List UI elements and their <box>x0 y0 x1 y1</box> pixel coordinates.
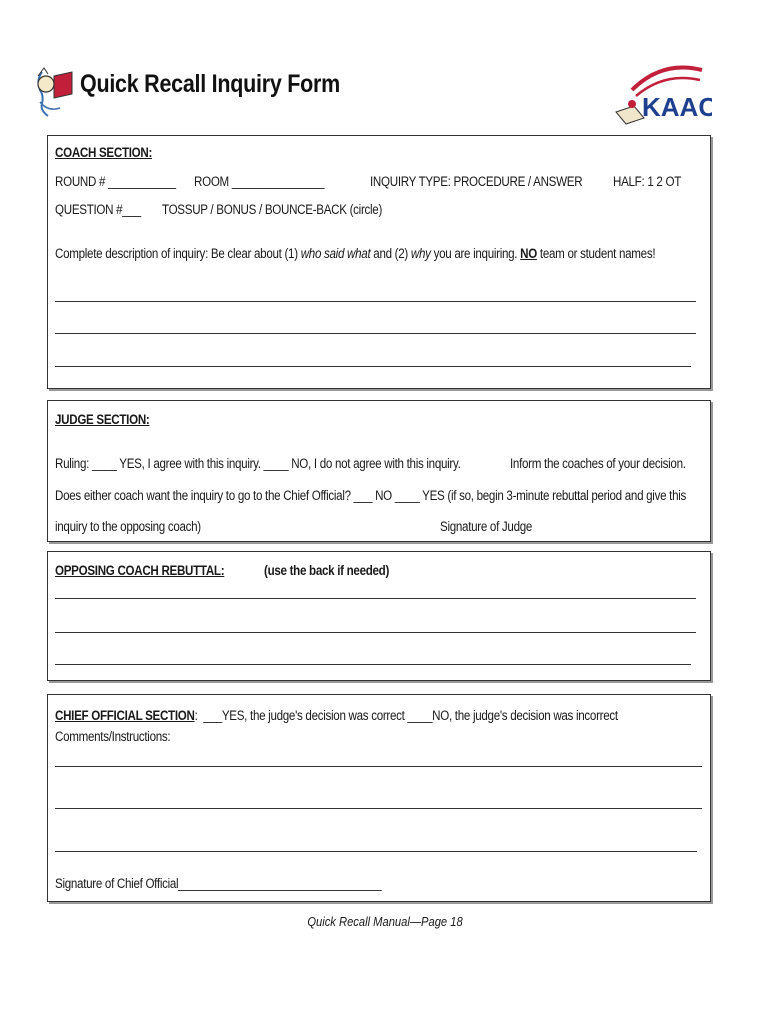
chief-official-ruling[interactable]: CHIEF OFFICIAL SECTION: ___YES, the judge's decision was correct ____NO, the judge's decision was incorrect <box>55 708 618 723</box>
half-field[interactable]: HALF: 1 2 OT <box>613 174 682 189</box>
opposing-coach-note: inquiry to the opposing coach) <box>55 519 201 534</box>
inquiry-description-instructions: Complete description of inquiry: Be clear about (1) who said what and (2) why you are inquiring. NO team or student names! <box>55 246 656 261</box>
judge-signature-label[interactable]: Signature of Judge <box>440 519 533 534</box>
comments-line-2[interactable] <box>55 808 702 809</box>
chief-official-signature[interactable]: Signature of Chief Official_________________________________ <box>55 876 382 891</box>
mascot-logo <box>32 62 82 124</box>
rebuttal-line-1[interactable] <box>55 598 696 599</box>
room-field[interactable]: ROOM _______________ <box>194 174 325 189</box>
judge-section-heading: JUDGE SECTION: <box>55 412 150 427</box>
description-line-2[interactable] <box>55 333 696 334</box>
rebuttal-heading: OPPOSING COACH REBUTTAL: <box>55 563 225 578</box>
description-line-3[interactable] <box>55 366 691 367</box>
chief-official-question[interactable]: Does either coach want the inquiry to go to the Chief Official? ___ NO ____ YES (if so, begin 3-minute rebuttal period and give this <box>55 488 687 503</box>
chief-official-section <box>47 694 711 902</box>
comments-line-3[interactable] <box>55 851 697 852</box>
tossup-field[interactable]: TOSSUP / BONUS / BOUNCE-BACK (circle) <box>162 202 383 217</box>
comments-label: Comments/Instructions: <box>55 729 171 744</box>
comments-line-1[interactable] <box>55 766 702 767</box>
round-field[interactable]: ROUND # ___________ <box>55 174 176 189</box>
inquiry-type-field[interactable]: INQUIRY TYPE: PROCEDURE / ANSWER <box>370 174 583 189</box>
kaac-logo <box>612 60 712 130</box>
question-field[interactable]: QUESTION #___ <box>55 202 141 217</box>
page-title: Quick Recall Inquiry Form <box>80 70 340 98</box>
ruling-field[interactable]: Ruling: ____ YES, I agree with this inquiry. ____ NO, I do not agree with this inquiry. <box>55 456 461 471</box>
page-footer: Quick Recall Manual—Page 18 <box>307 914 463 929</box>
inform-coaches-note: Inform the coaches of your decision. <box>510 456 686 471</box>
rebuttal-note: (use the back if needed) <box>264 563 390 578</box>
rebuttal-line-3[interactable] <box>55 664 691 665</box>
rebuttal-line-2[interactable] <box>55 632 696 633</box>
description-line-1[interactable] <box>55 301 696 302</box>
kaac-logo-text: KAAC <box>642 92 712 122</box>
coach-section-heading: COACH SECTION: <box>55 145 153 160</box>
